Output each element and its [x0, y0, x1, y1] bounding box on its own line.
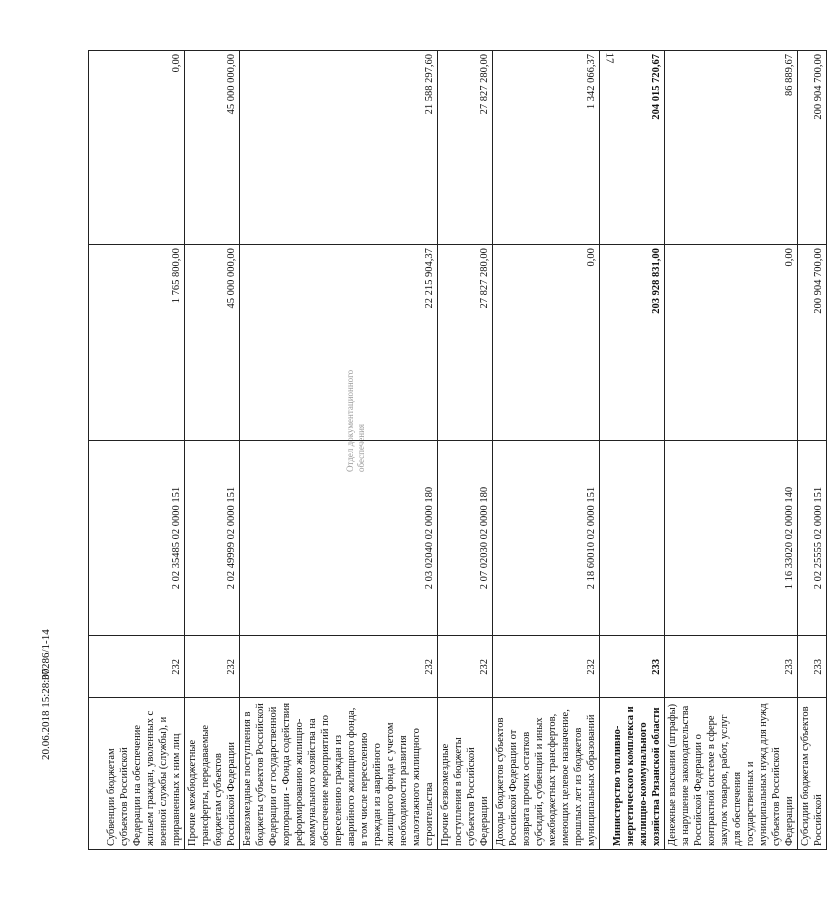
registration-stamp: Отдел документационного обеспечения	[345, 369, 366, 472]
row-kbk-cell: 1 16 33020 02 0000 140	[665, 440, 798, 636]
table-row	[798, 51, 827, 850]
row-code-cell: 233	[600, 636, 665, 698]
row-code-cell: 232	[438, 636, 493, 698]
row-code-cell: 232	[493, 636, 600, 698]
page-number: 17	[603, 52, 616, 64]
table-row	[493, 51, 600, 850]
row-plan-cell: 0,00	[493, 245, 600, 441]
row-fact-cell: 21 588 297,60	[240, 51, 438, 245]
row-code-cell: 233	[665, 636, 798, 698]
budget-table-rotated	[88, 50, 824, 850]
row-plan-cell: 45 000 000,00	[185, 245, 240, 441]
row-code-cell: 233	[798, 636, 827, 698]
footer-doc-id: 37286/1-14	[40, 629, 52, 680]
row-fact-cell: 204 015 720,67	[600, 51, 665, 245]
row-plan-cell: 22 215 904,37	[240, 245, 438, 441]
table-row	[240, 51, 438, 850]
row-kbk-cell: 2 02 25555 02 0000 151	[798, 440, 827, 636]
row-plan-cell: 200 904 700,00	[798, 245, 827, 441]
row-name-cell: Субсидии бюджетам субъектов Российской	[798, 698, 827, 850]
row-fact-cell: 27 827 280,00	[438, 51, 493, 245]
row-code-cell: 232	[240, 636, 438, 698]
row-plan-cell: 203 928 831,00	[600, 245, 665, 441]
row-kbk-cell: 2 07 02030 02 0000 180	[438, 440, 493, 636]
footer-datetime: 20.06.2018 15:28:00	[40, 668, 52, 760]
row-name-cell: Субвенции бюджетам субъектов Российской Федерации на обеспечение жильем граждан, уволенных с военной службы (службы), и приравненных к ним лиц	[89, 698, 185, 850]
row-code-cell: 232	[185, 636, 240, 698]
table-row	[89, 51, 185, 850]
row-name-cell: Прочие межбюджетные трансферты, передаваемые бюджетам субъектов Российской Федерации	[185, 698, 240, 850]
row-fact-cell: 1 342 066,37	[493, 51, 600, 245]
row-name-cell: Доходы бюджетов субъектов Российской Федерации от возврата прочих остатков субсидий, субвенций и иных межбюджетных трансфертов, имеющих целевое назначение, прошлых лет из бюджетов муниципальных образований	[493, 698, 600, 850]
row-fact-cell: 45 000 000,00	[185, 51, 240, 245]
row-fact-cell: 86 889,67	[665, 51, 798, 245]
row-name-cell: Денежные взыскания (штрафы) за нарушение законодательства Российской Федерации о контрактной системе в сфере закупок товаров, работ, услуг для обеспечения государственных и муниципальных нужд для нужд субъектов Российской Федерации	[665, 698, 798, 850]
row-name-cell: Безвозмездные поступления в бюджеты субъектов Российской Федерации от государственной корпорации - Фонда содействия реформированию жилищно-коммунального хозяйства на обеспечение мероприятий по переселению граждан из аварийного жилищного фонда, в том числе переселению граждан из аварийного жилищного фонда с учетом необходимости развития малоэтажного жилищного строительства	[240, 698, 438, 850]
row-plan-cell: 1 765 800,00	[89, 245, 185, 441]
row-plan-cell: 0,00	[665, 245, 798, 441]
row-code-cell: 232	[89, 636, 185, 698]
row-name-cell: Министерство топливно-энергетического комплекса и жилищно-коммунального хозяйства Рязанской области	[600, 698, 665, 850]
row-fact-cell: 0,00	[89, 51, 185, 245]
row-name-cell: Прочие безвозмездные поступления в бюджеты субъектов Российской Федерации	[438, 698, 493, 850]
row-plan-cell: 27 827 280,00	[438, 245, 493, 441]
table-row	[185, 51, 240, 850]
table-row	[438, 51, 493, 850]
row-kbk-cell	[600, 440, 665, 636]
row-fact-cell: 200 904 700,00	[798, 51, 827, 245]
row-kbk-cell: 2 02 35485 02 0000 151	[89, 440, 185, 636]
budget-table	[88, 50, 827, 850]
row-kbk-cell: 2 18 60010 02 0000 151	[493, 440, 600, 636]
row-kbk-cell: 2 03 02040 02 0000 180	[240, 440, 438, 636]
table-row	[665, 51, 798, 850]
table-row	[600, 51, 665, 850]
row-kbk-cell: 2 02 49999 02 0000 151	[185, 440, 240, 636]
